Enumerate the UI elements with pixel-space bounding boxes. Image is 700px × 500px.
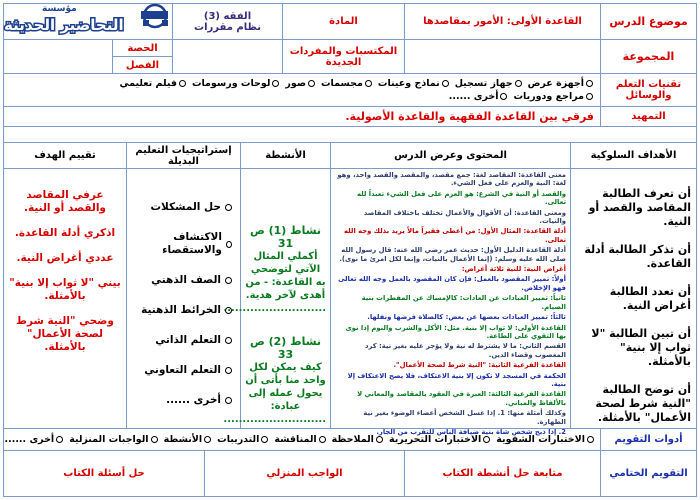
content-line: أدلة القاعدة الدليل الأول: حديث عمر رضي الله عنه: قال رسول الله صلى الله عليه وسلم: (إنما الأعمال بالنيات، وإنما لكل امرئ ما نوى). [339,246,566,263]
strategy-label: أخرى ...... [166,394,221,406]
tools-line-1 [117,78,596,89]
final-label: التقويم الختامي [600,451,696,496]
activity-item [223,335,326,426]
evaluation-option[interactable] [164,434,212,445]
subject-label: المادة [282,4,404,39]
topic-label: موضوع الدرس [600,4,696,39]
brand-logo [2,2,174,38]
activities-column [223,169,330,428]
activities-list [223,224,326,426]
content-line: ثانياً: تمييز العبادات عن العادات: كالإمساك عن المفطرات بنية الصيام. [361,294,566,311]
period-label: الحصة [113,40,172,57]
activity-body: كيف يمكن لكل واحد منا بأتى أن يحول عمله إلى عبادة: ........................... [223,362,326,425]
activity-title: نشاط (2) ص 33 [249,335,322,361]
tool-option[interactable] [455,78,522,89]
assessment-list [8,189,122,354]
tool-option-label: مراجع ودوريات [513,91,584,102]
lesson-title: القاعدة الأولى: الأمور بمقاصدها [404,4,600,39]
strategy-item[interactable] [131,201,232,214]
objective-item: أن تذكر الطالبة أدلة القاعدة. [584,243,691,270]
radio-circle-icon[interactable] [56,436,63,443]
radio-circle-icon[interactable] [179,80,186,87]
strategies-column [126,169,240,428]
tool-option-label: أخرى ...... [448,91,499,102]
evaluation-option-label: الواجبات المنزلية [69,434,149,445]
content-line: القسم الثاني: ما لا يشترط له نية ولا يؤجر عليه بغير نية: كرد المغصوب وقضاء الدين. [364,342,566,359]
evaluation-option[interactable] [69,434,157,445]
radio-circle-icon[interactable] [319,436,326,443]
radio-circle-icon[interactable] [226,241,232,248]
objectives-list [576,187,691,425]
tool-option[interactable] [513,91,593,102]
content-line: ثالثاً: تمييز العبادات بعضها عن بعض: كالصلاة فرضها ونفلها. [367,313,566,322]
class-label: الفصل [125,59,160,71]
evaluation-option-label: الاختبارات الشفوية [496,434,585,445]
tool-option[interactable] [192,78,279,89]
subject-value: الفقه (3) نظام مقررات [172,4,282,39]
tool-option[interactable] [378,78,449,89]
evaluation-option[interactable] [389,434,490,445]
evaluation-row [4,429,696,451]
content-line: الحكمة في المسجد لا تكون إلا بنية الاعتكاف، فلا يصح الاعتكاف إلا بنية. [347,371,566,388]
content-list [335,171,566,436]
strategy-label: الخرائط الذهنية [141,304,221,316]
radio-circle-icon[interactable] [515,80,522,87]
tool-option-label: صور [285,78,307,89]
objectives-column [570,169,696,428]
homework-label: الواجب المنزلي [204,451,404,496]
evaluation-options [4,429,600,450]
radio-circle-icon[interactable] [225,337,232,344]
strategy-item[interactable] [131,304,232,317]
content-line: 2. إذا ذبح شخص شاة بنية ضيافة الناس للتقرب من الجار. [376,427,566,436]
objective-item: أن تعدد الطالبة أغراض النية. [609,285,691,312]
objective-item: أن تبين الطالبة "لا ثواب إلا بنية" بالأمثلة. [591,327,691,368]
radio-circle-icon[interactable] [225,397,232,404]
tools-line-2 [446,91,596,102]
radio-circle-icon[interactable] [308,80,315,87]
evaluation-option-label: المناقشة [274,434,317,445]
strategy-item[interactable] [131,274,232,287]
book-followup: متابعة حل أنشطة الكتاب [404,451,600,496]
header-row-2 [4,40,696,74]
radio-circle-icon[interactable] [225,204,232,211]
strategy-label: التعلم الذاتي [155,334,221,346]
evaluation-items [2,434,598,445]
strategy-item[interactable] [131,394,232,407]
content-line: ومعنى القاعدة: أن الأقوال والأعمال تختلف باختلاف المقاصد والنيات. [363,208,566,226]
radio-circle-icon[interactable] [365,80,372,87]
tool-option-label: مجسمات [321,78,363,89]
radio-circle-icon[interactable] [225,307,232,314]
evaluation-label: أدوات التقويم [600,429,696,450]
col-header-strategies: إستراتيجيات التعليم البديلة [126,143,240,168]
column-headers [4,143,696,169]
radio-circle-icon[interactable] [225,277,232,284]
logo-line-2: التحاضير الحديثة [4,16,124,34]
strategy-item[interactable] [131,334,232,347]
evaluation-option-label: التدريبات [217,434,260,445]
col-header-activities: الأنشطة [240,143,330,168]
strategy-label: حل المشكلات [150,201,221,213]
content-line: القاعدة الفرعية الثالثة: العبرة في العقود بالمقاصد والمعاني لا بالألفاظ والمباني. [357,390,566,407]
tool-option-label: فيلم تعليمي [119,78,177,89]
evaluation-option-label: الاختبارات التحريرية [388,434,482,445]
strategy-label: الاكتشاف والاستقصاء [162,231,222,256]
objective-item: أن توضح الطالبة "النية شرط لصحة الأعمال" بالأمثلة. [595,383,691,424]
content-line: معنى القاعدة: المقاصد لغة: جمع مقصد، والمقصد والقصد واحد، وهو لغة: النية والعزم على فعل الشيء. [337,171,566,188]
tool-option-label: نماذج وعينات [377,78,440,89]
intro-text: فرقي بين القاعدة الفقهية والقاعدة الأصولية. [345,110,594,123]
col-header-assessment: تقييم الهدف [34,150,96,161]
radio-circle-icon[interactable] [586,93,593,100]
acquisitions-value [172,40,282,73]
tool-option-label: لوحات ورسومات [191,78,271,89]
tools-row [4,74,696,107]
col-header-content: المحتوى وعرض الدرس [330,143,570,168]
content-line: أولاً: تمييز المقصود بالعمل: فإن كان المقصود بالعمل وجه الله تعالى فهو الإخلاص. [338,275,566,292]
objective-item: أن تعرف الطالبة المقاصد والقصد أو النية. [588,187,691,228]
intro-row [4,107,696,127]
tool-option[interactable] [321,78,372,89]
tool-option-label: جهاز تسجيل [454,78,513,89]
content-line: والقصد أو النية في الشرع: هو العزم على فعل الشيء تعبداً لله تعالى. [356,189,566,207]
lesson-plan-sheet [3,3,697,497]
logo-line-1: مؤسسة [42,4,77,14]
tool-option[interactable] [120,78,186,89]
evaluation-option-label: أخرى ...... [4,434,55,445]
assessment-item: بيني "لا ثواب إلا بنية" بالأمثلة. [9,277,121,302]
period-class-cell [112,40,172,73]
spacer-row [4,127,696,143]
homework-value: حل أسئلة الكتاب [63,468,145,479]
evaluation-option[interactable] [332,434,383,445]
strategy-label: التعلم التعاوني [144,364,221,376]
strategy-item[interactable] [131,231,232,257]
assessment-item: وضحي "النية شرط لصحة الأعمال" بالأمثلة. [16,315,114,353]
radio-circle-icon[interactable] [261,436,268,443]
assessment-item: اذكري أدلة القاعدة. [14,227,116,239]
acquisitions-label: المكتسبات والمفردات الجديدة [282,40,404,73]
evaluation-option-label: الأنشطة [163,434,203,445]
final-row [4,451,696,496]
radio-circle-icon[interactable] [151,436,158,443]
strategy-label: الصف الذهني [151,274,221,286]
evaluation-option[interactable] [496,434,594,445]
content-line: القاعدة الفرعية الثانية: "النية شرط لصحة الأعمال". [393,361,566,370]
group-label: المجموعة [600,40,696,73]
tool-option[interactable] [528,78,593,89]
radio-circle-icon[interactable] [204,436,211,443]
radio-circle-icon[interactable] [442,80,449,87]
tools-options [4,74,600,106]
evaluation-option[interactable] [274,434,325,445]
content-column [330,169,570,436]
content-line: وكذلك أمثلة منها: 1. إذا غسل الشخص أعضاء الوضوء بغير نية الطهارة. [363,409,566,426]
evaluation-option[interactable] [217,434,268,445]
assessment-item: عددي أغراض النية. [16,252,114,264]
main-body [4,169,696,436]
strategies-list [131,201,232,407]
group-value [404,40,600,73]
activity-item [223,224,326,315]
activity-title: نشاط (1) ص 31 [249,224,322,250]
assessment-column [4,169,126,428]
evaluation-option-label: الملاحظة [331,434,374,445]
content-line: أدلة القاعدة: المثال الأول: من أعطى فقيراً مالاً يريد بذلك وجه الله تعالى. [344,227,566,244]
content-line: أغراض النية: للنية ثلاثة أغراض: [461,265,566,274]
tools-label: تقنيات التعلم والوسائل [600,74,696,106]
radio-circle-icon[interactable] [587,436,594,443]
radio-circle-icon[interactable] [483,436,490,443]
col-header-objectives: الأهداف السلوكية [570,143,696,168]
radio-circle-icon[interactable] [500,93,507,100]
tool-option[interactable] [285,78,315,89]
tool-option[interactable] [449,91,508,102]
assessment-item: عرفي المقاصد والقصد أو النية. [24,189,106,214]
radio-circle-icon[interactable] [586,80,593,87]
radio-circle-icon[interactable] [272,80,279,87]
radio-circle-icon[interactable] [376,436,383,443]
evaluation-option[interactable] [5,434,64,445]
radio-circle-icon[interactable] [225,367,232,374]
activity-body: أكملي المثال الآتي لتوضحي به القاعدة: - من أهدى لآخر هدية. ........................... [223,251,326,314]
strategy-item[interactable] [131,364,232,377]
content-line: القاعدة الأولى: لا ثواب إلا بنية. مثل: الأكل والشرب والنوم إذا نوى بها التقوي على الطاعة. [345,323,566,340]
row2-blank [4,40,112,73]
tool-option-label: أجهزة عرض [527,78,584,89]
intro-label: التمهيد [600,107,696,126]
